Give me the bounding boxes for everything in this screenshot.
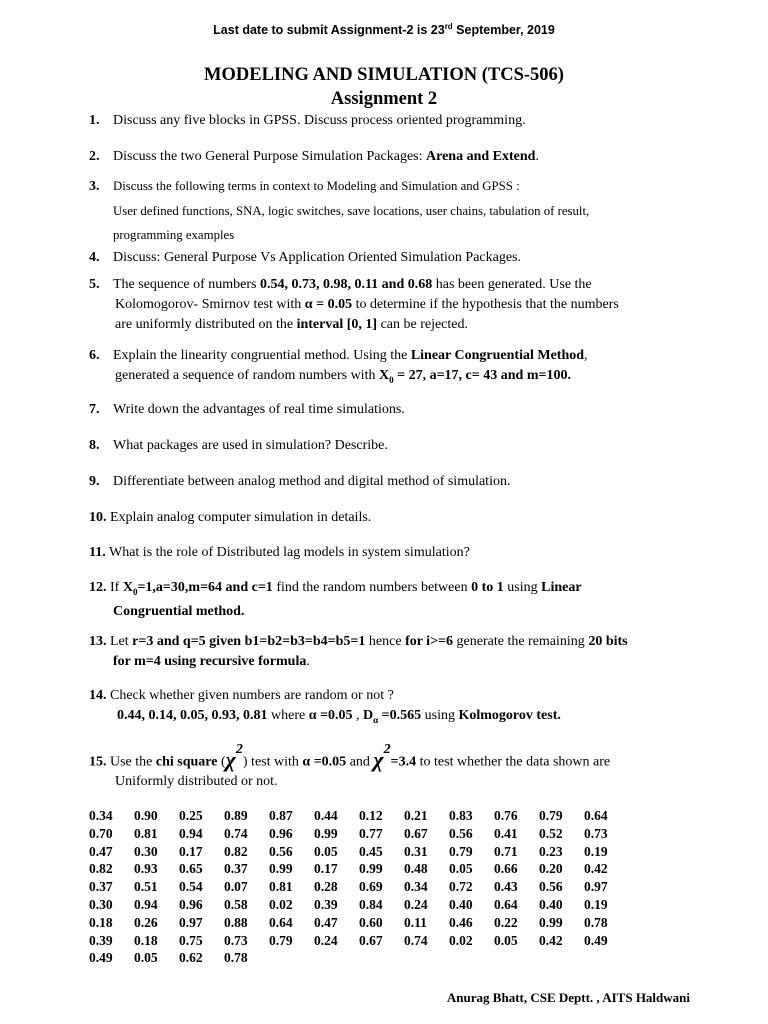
table-row (89, 897, 629, 915)
table-cell: 0.05 (314, 843, 338, 859)
table-cell: 0.45 (359, 843, 383, 859)
table-cell: 0.64 (494, 896, 518, 912)
table-cell: 0.90 (134, 808, 158, 823)
table-cell: 0.77 (359, 825, 383, 841)
table-cell: 0.97 (584, 879, 608, 895)
table-cell: 0.74 (404, 932, 428, 948)
table-cell: 0.34 (89, 808, 113, 823)
question-5: 5. The sequence of numbers 0.54, 0.73, 0.98, 0.11 and 0.68 has been generated. Use the Kolomogorov- Smirnov test with α = 0.05 to determine if the hypothesis that the numbers are uniformly distributed on the interval [0, 1] can be rejected. (89, 277, 619, 332)
table-cell: 0.99 (269, 861, 293, 877)
question-7: 7. Write down the advantages of real time simulations. (89, 402, 405, 417)
table-cell: 0.70 (89, 825, 113, 841)
table-cell: 0.43 (494, 879, 518, 895)
table-cell: 0.42 (584, 861, 608, 877)
table-cell: 0.30 (134, 843, 158, 859)
question-4: 4. Discuss: General Purpose Vs Application Oriented Simulation Packages. (89, 250, 522, 265)
table-cell: 0.19 (584, 896, 608, 912)
question-2: 2. Discuss the two General Purpose Simulation Packages: Arena and Extend. (89, 149, 539, 164)
table-cell: 0.49 (584, 932, 608, 948)
table-cell: 0.56 (539, 879, 563, 895)
table-cell: 0.31 (404, 843, 428, 859)
table-cell: 0.25 (179, 808, 203, 823)
table-cell: 0.47 (89, 843, 113, 859)
table-cell: 0.17 (179, 843, 203, 859)
table-cell: 0.69 (359, 879, 383, 895)
question-15: 15. Use the chi square $(\chi^2)$ test with α =0.05 and $\chi^2=3.4$ to test whether the data shown are Uniformly distributed or not. (89, 742, 611, 790)
table-cell: 0.40 (449, 896, 473, 912)
table-cell: 0.42 (539, 932, 563, 948)
table-cell: 0.18 (134, 932, 158, 948)
table-cell: 0.40 (539, 896, 563, 912)
table-cell: 0.78 (584, 914, 608, 930)
table-row (89, 950, 629, 968)
table-cell: 0.39 (314, 896, 338, 912)
question-12: 12. If $X_0=1,a=30,m=64$ and c=1 find the random numbers between 0 to 1 using Linear Congruential method. (89, 580, 582, 619)
table-cell: 0.51 (134, 879, 158, 895)
table-cell: 0.67 (404, 825, 428, 841)
table-cell: 0.99 (314, 825, 338, 841)
question-1: 1. Discuss any five blocks in GPSS. Discuss process oriented programming. (89, 113, 526, 128)
table-cell: 0.23 (539, 843, 563, 859)
table-cell: 0.46 (449, 914, 473, 930)
table-cell: 0.30 (89, 896, 113, 912)
table-cell: 0.81 (134, 825, 158, 841)
table-cell: 0.24 (314, 932, 338, 948)
table-cell: 0.52 (539, 825, 563, 841)
table-cell: 0.05 (449, 861, 473, 877)
data-table (89, 808, 629, 968)
table-row (89, 826, 629, 844)
table-cell: 0.83 (449, 808, 473, 823)
table-cell: 0.20 (539, 861, 563, 877)
question-11: 11. What is the role of Distributed lag models in system simulation? (89, 545, 470, 560)
question-14: 14. Check whether given numbers are random or not ? 0.44, 0.14, 0.05, 0.93, 0.81 where α =0.05 , $D_\alpha =0.565$ using Kolmogorov test. (89, 688, 561, 725)
table-cell: 0.60 (359, 914, 383, 930)
table-row (89, 844, 629, 862)
question-6: 6. Explain the linearity congruential method. Using the Linear Congruential Method, generated a sequence of random numbers with $X_0 = 27$, a=17, c= 43 and m=100. (89, 348, 588, 385)
table-cell: 0.66 (494, 861, 518, 877)
table-cell: 0.71 (494, 843, 518, 859)
table-cell: 0.02 (269, 896, 293, 912)
table-cell: 0.64 (584, 808, 608, 823)
table-cell: 0.78 (224, 950, 248, 966)
question-10: 10. Explain analog computer simulation in details. (89, 510, 372, 525)
table-cell: 0.64 (269, 914, 293, 930)
table-cell: 0.37 (89, 879, 113, 895)
question-13: 13. Let r=3 and q=5 given b1=b2=b3=b4=b5=1 hence for i>=6 generate the remaining 20 bits for m=4 using recursive formula. (89, 634, 628, 669)
table-row (89, 879, 629, 897)
table-cell: 0.94 (134, 896, 158, 912)
table-cell: 0.89 (224, 808, 248, 823)
table-cell: 0.22 (494, 914, 518, 930)
submission-deadline: Last date to submit Assignment-2 is 23rd September, 2019 (213, 22, 555, 38)
table-cell: 0.37 (224, 861, 248, 877)
table-cell: 0.96 (179, 896, 203, 912)
table-cell: 0.07 (224, 879, 248, 895)
table-cell: 0.88 (224, 914, 248, 930)
table-cell: 0.26 (134, 914, 158, 930)
table-cell: 0.94 (179, 825, 203, 841)
table-cell: 0.11 (404, 914, 427, 930)
table-cell: 0.58 (224, 896, 248, 912)
table-row (89, 915, 629, 933)
course-title: MODELING AND SIMULATION (TCS-506) (204, 65, 564, 85)
table-cell: 0.41 (494, 825, 518, 841)
table-cell: 0.18 (89, 914, 113, 930)
table-cell: 0.21 (404, 808, 428, 823)
table-cell: 0.79 (449, 843, 473, 859)
chi-symbol: $\chi^2$ (225, 742, 243, 773)
table-cell: 0.99 (539, 914, 563, 930)
table-cell: 0.72 (449, 879, 473, 895)
table-cell: 0.65 (179, 861, 203, 877)
table-row (89, 808, 629, 826)
table-cell: 0.39 (89, 932, 113, 948)
table-cell: 0.62 (179, 950, 203, 966)
table-cell: 0.73 (584, 825, 608, 841)
table-cell: 0.87 (269, 808, 293, 823)
table-cell: 0.67 (359, 932, 383, 948)
table-cell: 0.54 (179, 879, 203, 895)
table-cell: 0.79 (269, 932, 293, 948)
table-cell: 0.56 (449, 825, 473, 841)
table-cell: 0.28 (314, 879, 338, 895)
assignment-title: Assignment 2 (330, 89, 438, 109)
table-cell: 0.93 (134, 861, 158, 877)
table-cell: 0.76 (494, 808, 518, 823)
table-cell: 0.97 (179, 914, 203, 930)
table-cell: 0.48 (404, 861, 428, 877)
table-cell: 0.05 (494, 932, 518, 948)
table-cell: 0.75 (179, 932, 203, 948)
table-cell: 0.24 (404, 896, 428, 912)
table-cell: 0.82 (224, 843, 248, 859)
table-cell: 0.12 (359, 808, 383, 823)
table-cell: 0.02 (449, 932, 473, 948)
table-cell: 0.79 (539, 808, 563, 823)
table-cell: 0.34 (404, 879, 428, 895)
table-row (89, 933, 629, 951)
table-cell: 0.17 (314, 861, 338, 877)
author-footer: Anurag Bhatt, CSE Deptt. , AITS Haldwani (446, 990, 690, 1005)
question-8: 8. What packages are used in simulation? Describe. (89, 438, 388, 453)
table-cell: 0.74 (224, 825, 248, 841)
table-cell: 0.44 (314, 808, 338, 823)
table-cell: 0.05 (134, 950, 158, 966)
table-cell: 0.47 (314, 914, 338, 930)
table-cell: 0.73 (224, 932, 248, 948)
table-cell: 0.99 (359, 861, 383, 877)
question-9: 9. Differentiate between analog method and digital method of simulation. (89, 474, 511, 489)
table-cell: 0.81 (269, 879, 293, 895)
table-cell: 0.19 (584, 843, 608, 859)
table-cell: 0.84 (359, 896, 383, 912)
table-cell: 0.49 (89, 950, 113, 966)
table-row (89, 861, 629, 879)
table-cell: 0.96 (269, 825, 293, 841)
chi-symbol: $\chi^2$ (373, 742, 391, 773)
table-cell: 0.56 (269, 843, 293, 859)
question-3: 3. Discuss the following terms in context to Modeling and Simulation and GPSS : User defined functions, SNA, logic switches, save locations, user chains, tabulation of result, programming examples (89, 179, 590, 242)
table-cell: 0.82 (89, 861, 113, 877)
